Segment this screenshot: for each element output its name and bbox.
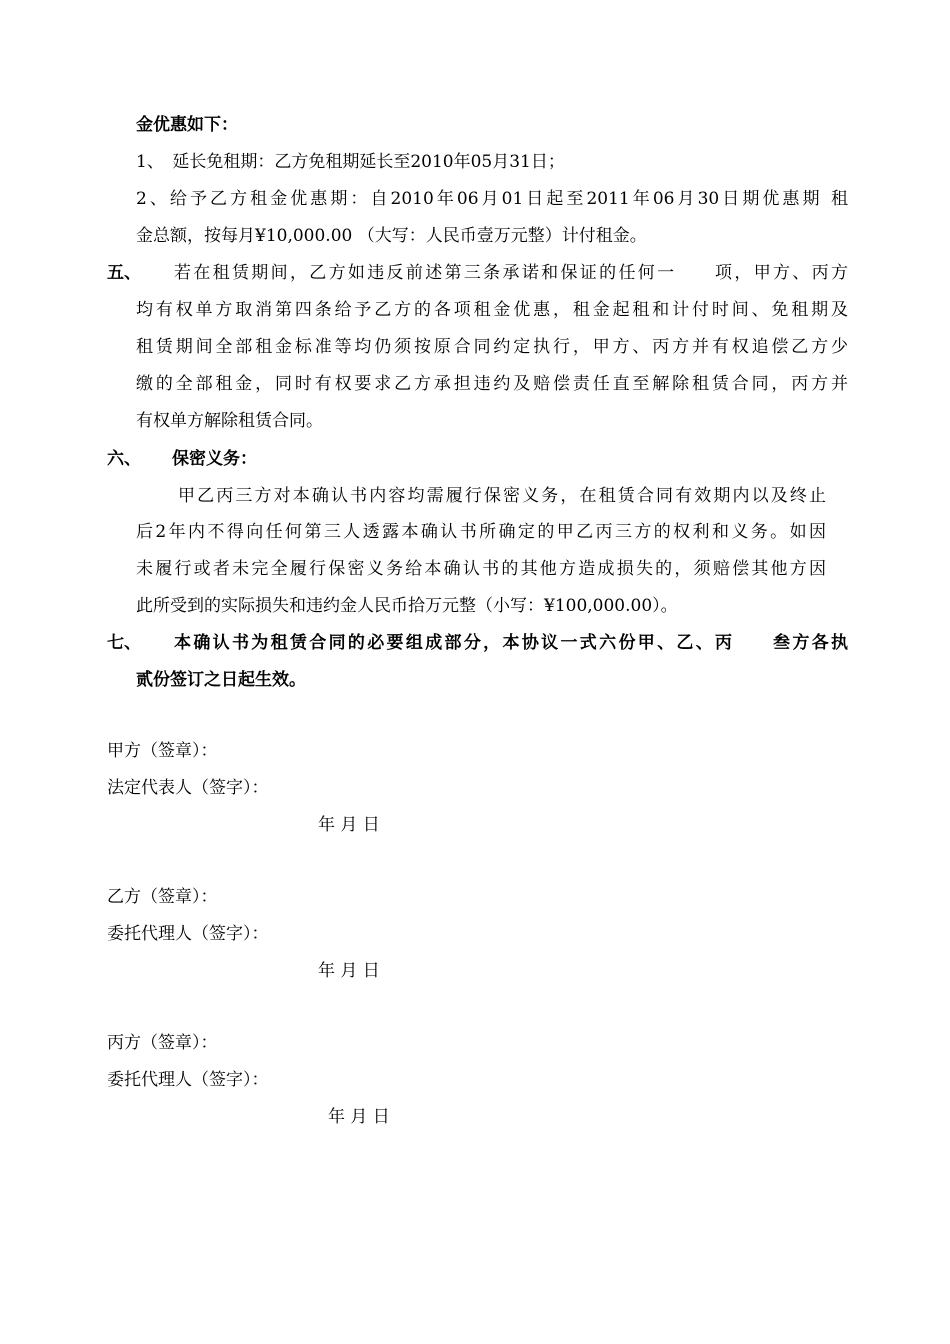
section-7-line-1: 本确认书为租赁合同的必要组成部分，本协议一式六份甲、乙、丙 叁方各执	[174, 633, 848, 653]
item-2-line-2: 金总额，按每月¥10,000.00 （大写：人民币壹万元整）计付租金。	[136, 226, 647, 246]
section-6-line-2: 后2年内不得向任何第三人透露本确认书所确定的甲乙丙三方的权利和义务。如因	[136, 522, 826, 542]
section-7-number: 七、	[107, 633, 141, 653]
section-7-line-2: 贰份签订之日起生效。	[136, 670, 306, 690]
section-5-number: 五、	[107, 263, 141, 283]
party-b-date: 年 月 日	[318, 961, 380, 981]
section-5-line-5: 有权单方解除租赁合同。	[136, 411, 323, 431]
party-c-seal: 丙方（签章）：	[107, 1033, 218, 1053]
section-6-number: 六、	[107, 449, 141, 469]
party-a-seal: 甲方（签章）：	[107, 741, 218, 761]
party-a-representative: 法定代表人（签字）：	[107, 778, 269, 798]
party-b-agent: 委托代理人（签字）：	[107, 924, 269, 944]
item-1: 1、 延长免租期：乙方免租期延长至2010年05月31日；	[136, 152, 565, 172]
party-c-date: 年 月 日	[328, 1107, 390, 1127]
section-6-line-3: 未履行或者未完全履行保密义务给本确认书的其他方造成损失的，须赔偿其他方因	[136, 559, 826, 579]
section-5-line-3: 租赁期间全部租金标准等均仍须按原合同约定执行，甲方、丙方并有权追偿乙方少	[136, 337, 848, 357]
party-a-date: 年 月 日	[318, 815, 380, 835]
intro-text: 金优惠如下：	[136, 115, 238, 135]
section-6-line-1: 甲乙丙三方对本确认书内容均需履行保密义务，在租赁合同有效期内以及终止	[178, 486, 826, 506]
item-2-line-1: 2、给予乙方租金优惠期：自2010年06月01日起至2011年06月30日期优惠期 租	[136, 189, 848, 209]
party-c-agent: 委托代理人（签字）：	[107, 1070, 269, 1090]
section-6-line-4: 此所受到的实际损失和违约金人民币拾万元整（小写：¥100,000.00）。	[136, 596, 678, 616]
party-b-seal: 乙方（签章）：	[107, 887, 218, 907]
section-5-line-1: 若在租赁期间，乙方如违反前述第三条承诺和保证的任何一 项，甲方、丙方	[174, 263, 848, 283]
section-5-line-4: 缴的全部租金，同时有权要求乙方承担违约及赔偿责任直至解除租赁合同，丙方并	[136, 374, 848, 394]
section-6-title: 保密义务：	[172, 449, 257, 469]
section-5-line-2: 均有权单方取消第四条给予乙方的各项租金优惠，租金起租和计付时间、免租期及	[136, 300, 848, 320]
